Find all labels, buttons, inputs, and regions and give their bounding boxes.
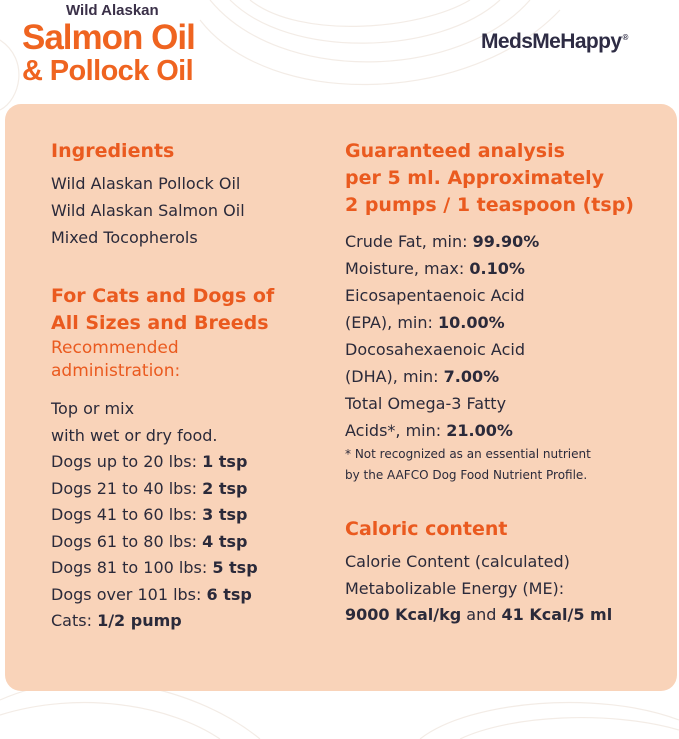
dose-row: Dogs 41 to 60 lbs: 3 tsp [51,505,248,524]
administration-section [51,283,274,635]
administration-intro-line2: with wet or dry food. [51,425,218,445]
caloric-heading: Caloric content [345,518,508,540]
administration-heading-line2: All Sizes and Breeds [51,312,269,334]
analysis-section [345,138,634,486]
product-name-line1: Salmon Oil [22,18,195,57]
registered-mark: ® [622,33,628,42]
caloric-section [345,516,612,629]
analysis-heading-line3: 2 pumps / 1 teaspoon (tsp) [345,194,634,216]
analysis-row: Total Omega-3 Fatty [345,394,507,413]
analysis-row: Eicosapentaenoic Acid [345,286,525,305]
dose-row: Dogs 61 to 80 lbs: 4 tsp [51,531,248,551]
dose-row: Dogs over 101 lbs: 6 tsp [51,584,252,604]
footnote-line2: by the AAFCO Dog Food Nutrient Profile. [345,468,588,482]
ingredient-item: Wild Alaskan Pollock Oil [51,174,241,193]
ingredients-section [51,138,245,251]
dose-row: Dogs up to 20 lbs: 1 tsp [51,452,248,471]
caloric-line1: Calorie Content (calculated) [345,552,570,571]
info-card [5,104,677,691]
caloric-line2: Metabolizable Energy (ME): [345,578,565,598]
analysis-row: Crude Fat, min: 99.90% [345,232,540,251]
administration-intro-line1: Top or mix [51,399,135,418]
analysis-row: (DHA), min: 7.00% [345,367,500,386]
product-name-line2: & Pollock Oil [22,55,194,87]
analysis-row: (EPA), min: 10.00% [345,313,505,332]
administration-subheading-line1: Recommended [51,338,179,358]
product-title [22,2,195,86]
dose-row: Dogs 21 to 40 lbs: 2 tsp [51,478,248,498]
dose-row: Cats: 1/2 pump [51,611,182,630]
administration-heading-line1: For Cats and Dogs of [51,285,275,307]
analysis-row: Docosahexaenoic Acid [345,340,525,359]
administration-subheading-line2: administration: [51,361,181,381]
analysis-heading-line1: Guaranteed analysis [345,140,565,162]
analysis-heading-line2: per 5 ml. Approximately [345,167,605,189]
product-subtitle: Wild Alaskan [66,2,159,19]
caloric-values: 9000 Kcal/kg and 41 Kcal/5 ml [345,605,613,624]
analysis-row: Moisture, max: 0.10% [345,259,525,278]
brand-logo-text: MedsMeHappy [481,30,622,53]
analysis-row: Acids*, min: 21.00% [345,421,513,440]
dose-row: Dogs 81 to 100 lbs: 5 tsp [51,558,258,577]
ingredients-heading: Ingredients [51,140,175,162]
brand-logo [481,30,628,54]
ingredient-item: Mixed Tocopherols [51,228,198,247]
footnote-line1: * Not recognized as an essential nutrient [345,447,591,461]
ingredient-item: Wild Alaskan Salmon Oil [51,201,245,220]
